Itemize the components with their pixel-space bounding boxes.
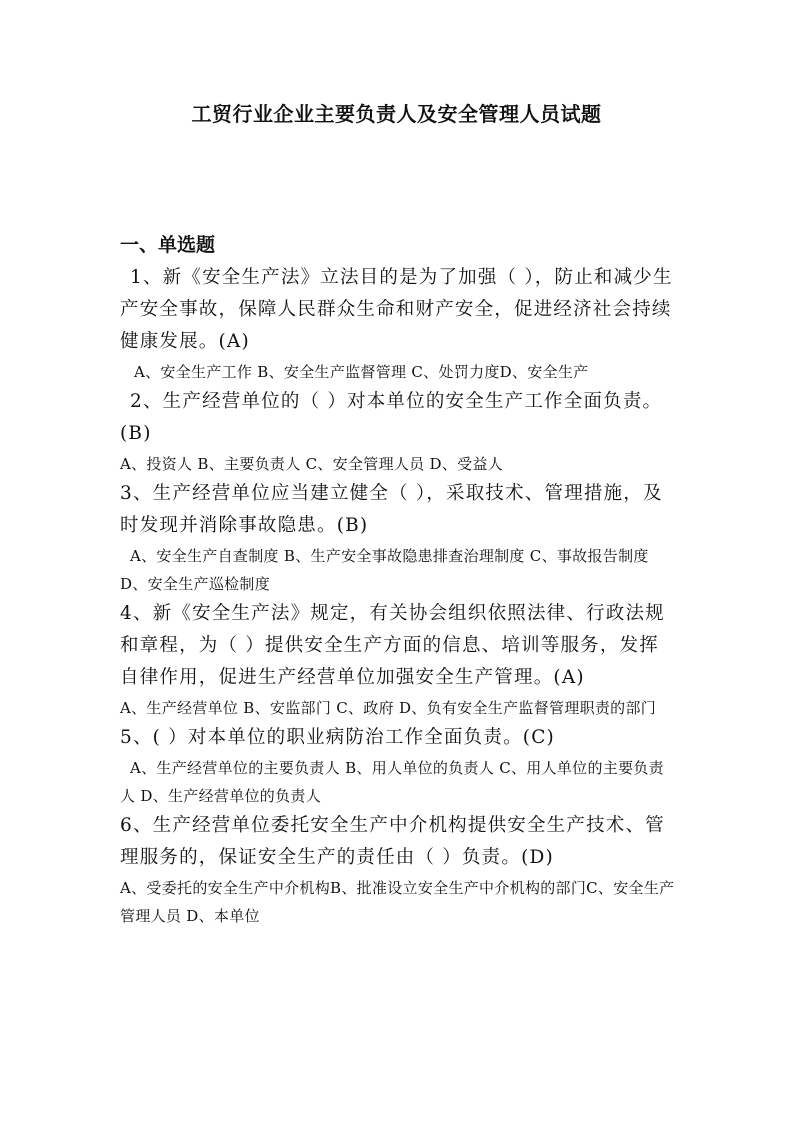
question-3-stem: 3、生产经营单位应当建立健全（ ），采取技术、管理措施，及时发现并消除事故隐患。(B) bbox=[120, 483, 663, 536]
question-3-options: A、安全生产自查制度 B、生产安全事故隐患排查治理制度 C、事故报告制度D、安全生产巡检制度 bbox=[120, 547, 649, 593]
question-5-stem: 5、( ）对本单位的职业病防治工作全面负责。(C) bbox=[120, 727, 555, 748]
question-6-options: A、受委托的安全生产中介机构B、批准设立安全生产中介机构的部门C、安全生产管理人员 D、本单位 bbox=[120, 879, 675, 925]
question-4-options: A、生产经营单位 B、安监部门 C、政府 D、负有安全生产监督管理职责的部门 bbox=[120, 699, 657, 717]
question-2-stem: 2、生产经营单位的（ ）对本单位的安全生产工作全面负责。(B) bbox=[120, 391, 663, 444]
question-6-stem: 6、生产经营单位委托安全生产中介机构提供安全生产技术、管理服务的，保证安全生产的责任由（ ）负责。(D) bbox=[120, 815, 665, 868]
question-5-options: A、生产经营单位的主要负责人 B、用人单位的负责人 C、用人单位的主要负责人 D、生产经营单位的负责人 bbox=[120, 759, 664, 805]
question-1-stem: 1、新《安全生产法》立法目的是为了加强（ ），防止和减少生产安全事故，保障人民群众生命和财产安全，促进经济社会持续健康发展。(A) bbox=[120, 267, 673, 352]
question-1-options: A、安全生产工作 B、安全生产监督管理 C、处罚力度D、安全生产 bbox=[134, 363, 589, 381]
section-heading: 一、单选题 bbox=[120, 234, 216, 256]
question-list bbox=[120, 262, 676, 930]
question-2-options: A、投资人 B、主要负责人 C、安全管理人员 D、受益人 bbox=[120, 455, 504, 473]
question-4-stem: 4、新《安全生产法》规定，有关协会组织依照法律、行政法规和章程，为（ ）提供安全生产方面的信息、培训等服务，发挥自律作用，促进生产经营单位加强安全生产管理。(A) bbox=[120, 603, 665, 688]
page-title: 工贸行业企业主要负责人及安全管理人员试题 bbox=[191, 102, 602, 126]
